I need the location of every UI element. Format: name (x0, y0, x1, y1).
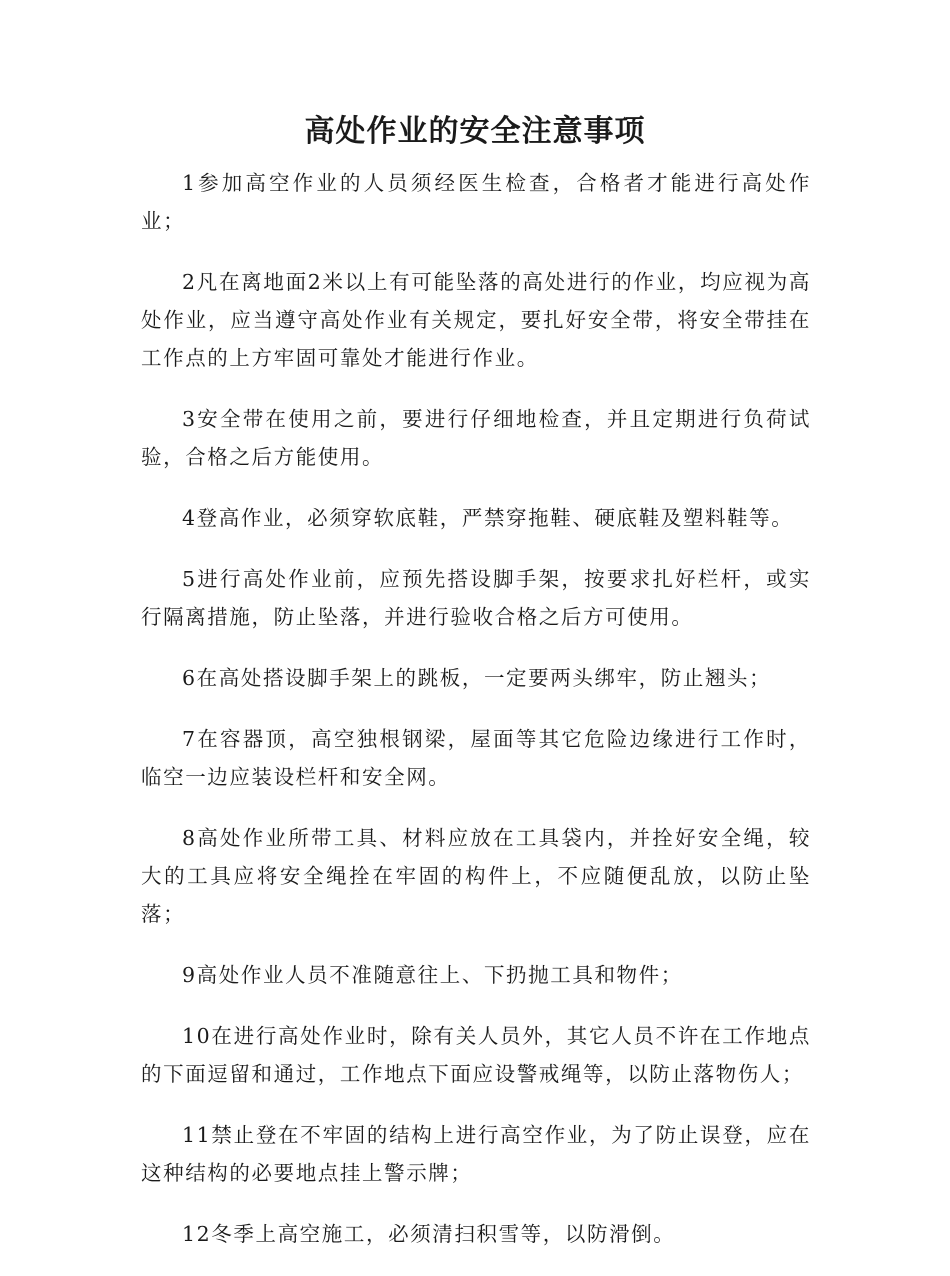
paragraph-2: 2凡在离地面2米以上有可能坠落的高处进行的作业，均应视为高处作业，应当遵守高处作业有关规定，要扎好安全带，将安全带挂在工作点的上方牢固可靠处才能进行作业。 (141, 270, 811, 370)
document-body (141, 164, 811, 1276)
paragraph-6: 6在高处搭设脚手架上的跳板，一定要两头绑牢，防止翘头； (182, 666, 772, 690)
paragraph-9: 9高处作业人员不准随意往上、下扔抛工具和物件； (182, 963, 683, 987)
paragraph-7: 7在容器顶，高空独根钢梁，屋面等其它危险边缘进行工作时，临空一边应装设栏杆和安全网。 (141, 727, 811, 789)
paragraph-11: 11禁止登在不牢固的结构上进行高空作业，为了防止误登，应在这种结构的必要地点挂上警示牌； (141, 1123, 811, 1185)
paragraph-4: 4登高作业，必须穿软底鞋，严禁穿拖鞋、硬底鞋及塑料鞋等。 (182, 506, 794, 530)
paragraph-10: 10在进行高处作业时，除有关人员外，其它人员不许在工作地点的下面逗留和通过，工作地点下面应设警戒绳等，以防止落物伤人； (141, 1024, 811, 1086)
paragraph-12: 12冬季上高空施工，必须清扫积雪等，以防滑倒。 (182, 1222, 676, 1246)
paragraph-8: 8高处作业所带工具、材料应放在工具袋内，并拴好安全绳，较大的工具应将安全绳拴在牢固的构件上，不应随便乱放，以防止坠落； (141, 826, 811, 926)
document-title: 高处作业的安全注意事项 (304, 114, 646, 149)
paragraph-3: 3安全带在使用之前，要进行仔细地检查，并且定期进行负荷试验，合格之后方能使用。 (141, 407, 811, 469)
paragraph-1: 1参加高空作业的人员须经医生检查，合格者才能进行高处作业； (141, 171, 811, 233)
paragraph-5: 5进行高处作业前，应预先搭设脚手架，按要求扎好栏杆，或实行隔离措施，防止坠落，并进行验收合格之后方可使用。 (141, 567, 811, 629)
